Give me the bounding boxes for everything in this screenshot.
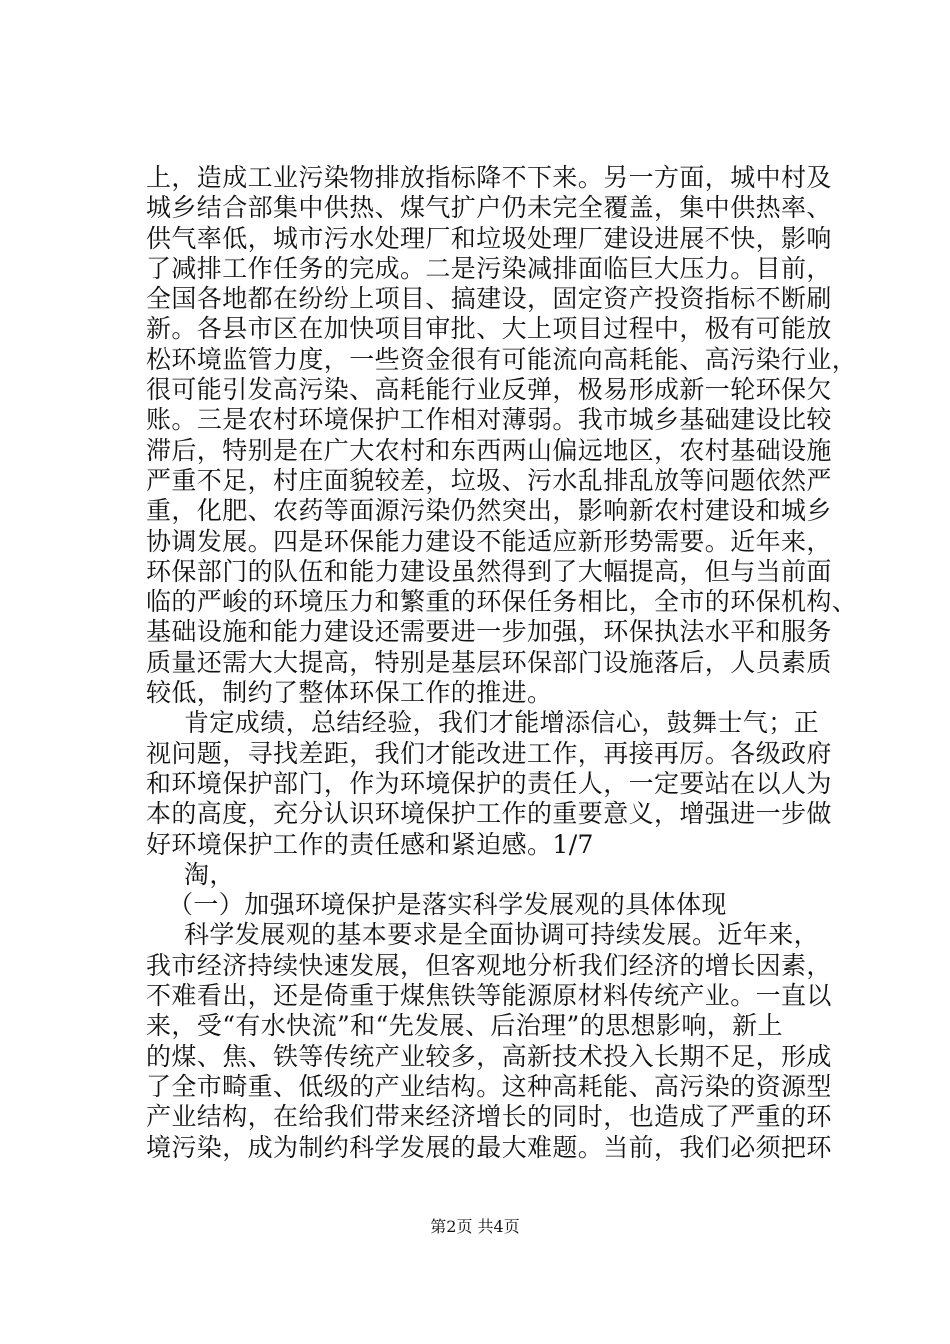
text-line: 重，化肥、农药等面源污染仍然突出，影响新农村建设和城乡 <box>146 496 832 526</box>
text-line: 全国各地都在纷纷上项目、搞建设，固定资产投资指标不断刷 <box>146 284 832 314</box>
page-number-footer: 第2页 共4页 <box>430 1217 520 1236</box>
text-line: 视问题，寻找差距，我们才能改进工作，再接再厉。各级政府 <box>146 738 832 768</box>
text-line: 了减排工作任务的完成。二是污染减排面临巨大压力。目前， <box>146 253 832 283</box>
text-line: 临的严峻的环境压力和繁重的环保任务相比，全市的环保机构、 <box>146 587 858 617</box>
text-line: 上，造成工业污染物排放指标降不下来。另一方面，城中村及 <box>146 163 832 192</box>
text-line: 的煤、焦、铁等传统产业较多，高新技术投入长期不足，形成 <box>146 1041 832 1071</box>
text-line: 松环境监管力度，一些资金很有可能流向高耗能、高污染行业， <box>146 344 858 374</box>
text-line: 质量还需大大提高，特别是基层环保部门设施落后，人员素质 <box>146 647 832 677</box>
text-line: 淘， <box>184 859 235 889</box>
paragraph-start-line: 肯定成绩，总结经验，我们才能增添信心，鼓舞士气；正 <box>184 708 820 738</box>
document-body <box>146 163 858 1163</box>
text-line: 较低，制约了整体环保工作的推进。 <box>146 678 553 708</box>
text-line: 严重不足，村庄面貌较差，垃圾、污水乱排乱放等问题依然严 <box>146 465 832 495</box>
text-line: 好环境保护工作的责任感和紧迫感。1/7 <box>146 829 594 859</box>
text-line: 基础设施和能力建设还需要进一步加强，环保执法水平和服务 <box>146 617 832 647</box>
text-line: 不难看出，还是倚重于煤焦铁等能源原材料传统产业。一直以 <box>146 981 832 1011</box>
text-line: 城乡结合部集中供热、煤气扩户仍未完全覆盖，集中供热率、 <box>146 193 832 223</box>
text-line: 供气率低，城市污水处理厂和垃圾处理厂建设进展不快，影响 <box>146 223 832 253</box>
text-line: 协调发展。四是环保能力建设不能适应新形势需要。近年来， <box>146 526 832 556</box>
text-line: 了全市畸重、低级的产业结构。这种高耗能、高污染的资源型 <box>146 1071 832 1101</box>
text-line: 很可能引发高污染、高耗能行业反弹，极易形成新一轮环保欠 <box>146 375 832 405</box>
paragraph-start-line: 科学发展观的基本要求是全面协调可持续发展。近年来， <box>184 920 820 950</box>
text-line: 滞后，特别是在广大农村和东西两山偏远地区，农村基础设施 <box>146 435 832 465</box>
text-line: 账。三是农村环境保护工作相对薄弱。我市城乡基础建设比较 <box>146 405 832 435</box>
section-heading: （一）加强环境保护是落实科学发展观的具体体现 <box>168 890 727 920</box>
text-line: 产业结构，在给我们带来经济增长的同时，也造成了严重的环 <box>146 1102 832 1132</box>
text-line: 新。各县市区在加快项目审批、大上项目过程中，极有可能放 <box>146 314 832 344</box>
text-line: 本的高度，充分认识环境保护工作的重要意义，增强进一步做 <box>146 799 832 829</box>
text-line: 和环境保护部门，作为环境保护的责任人，一定要站在以人为 <box>146 768 832 798</box>
text-line: 我市经济持续快速发展，但客观地分析我们经济的增长因素， <box>146 950 832 980</box>
text-line: 来，受“有水快流”和“先发展、后治理”的思想影响，新上 <box>146 1011 783 1041</box>
text-line: 境污染，成为制约科学发展的最大难题。当前，我们必须把环 <box>146 1132 832 1162</box>
text-line: 环保部门的队伍和能力建设虽然得到了大幅提高，但与当前面 <box>146 556 832 586</box>
